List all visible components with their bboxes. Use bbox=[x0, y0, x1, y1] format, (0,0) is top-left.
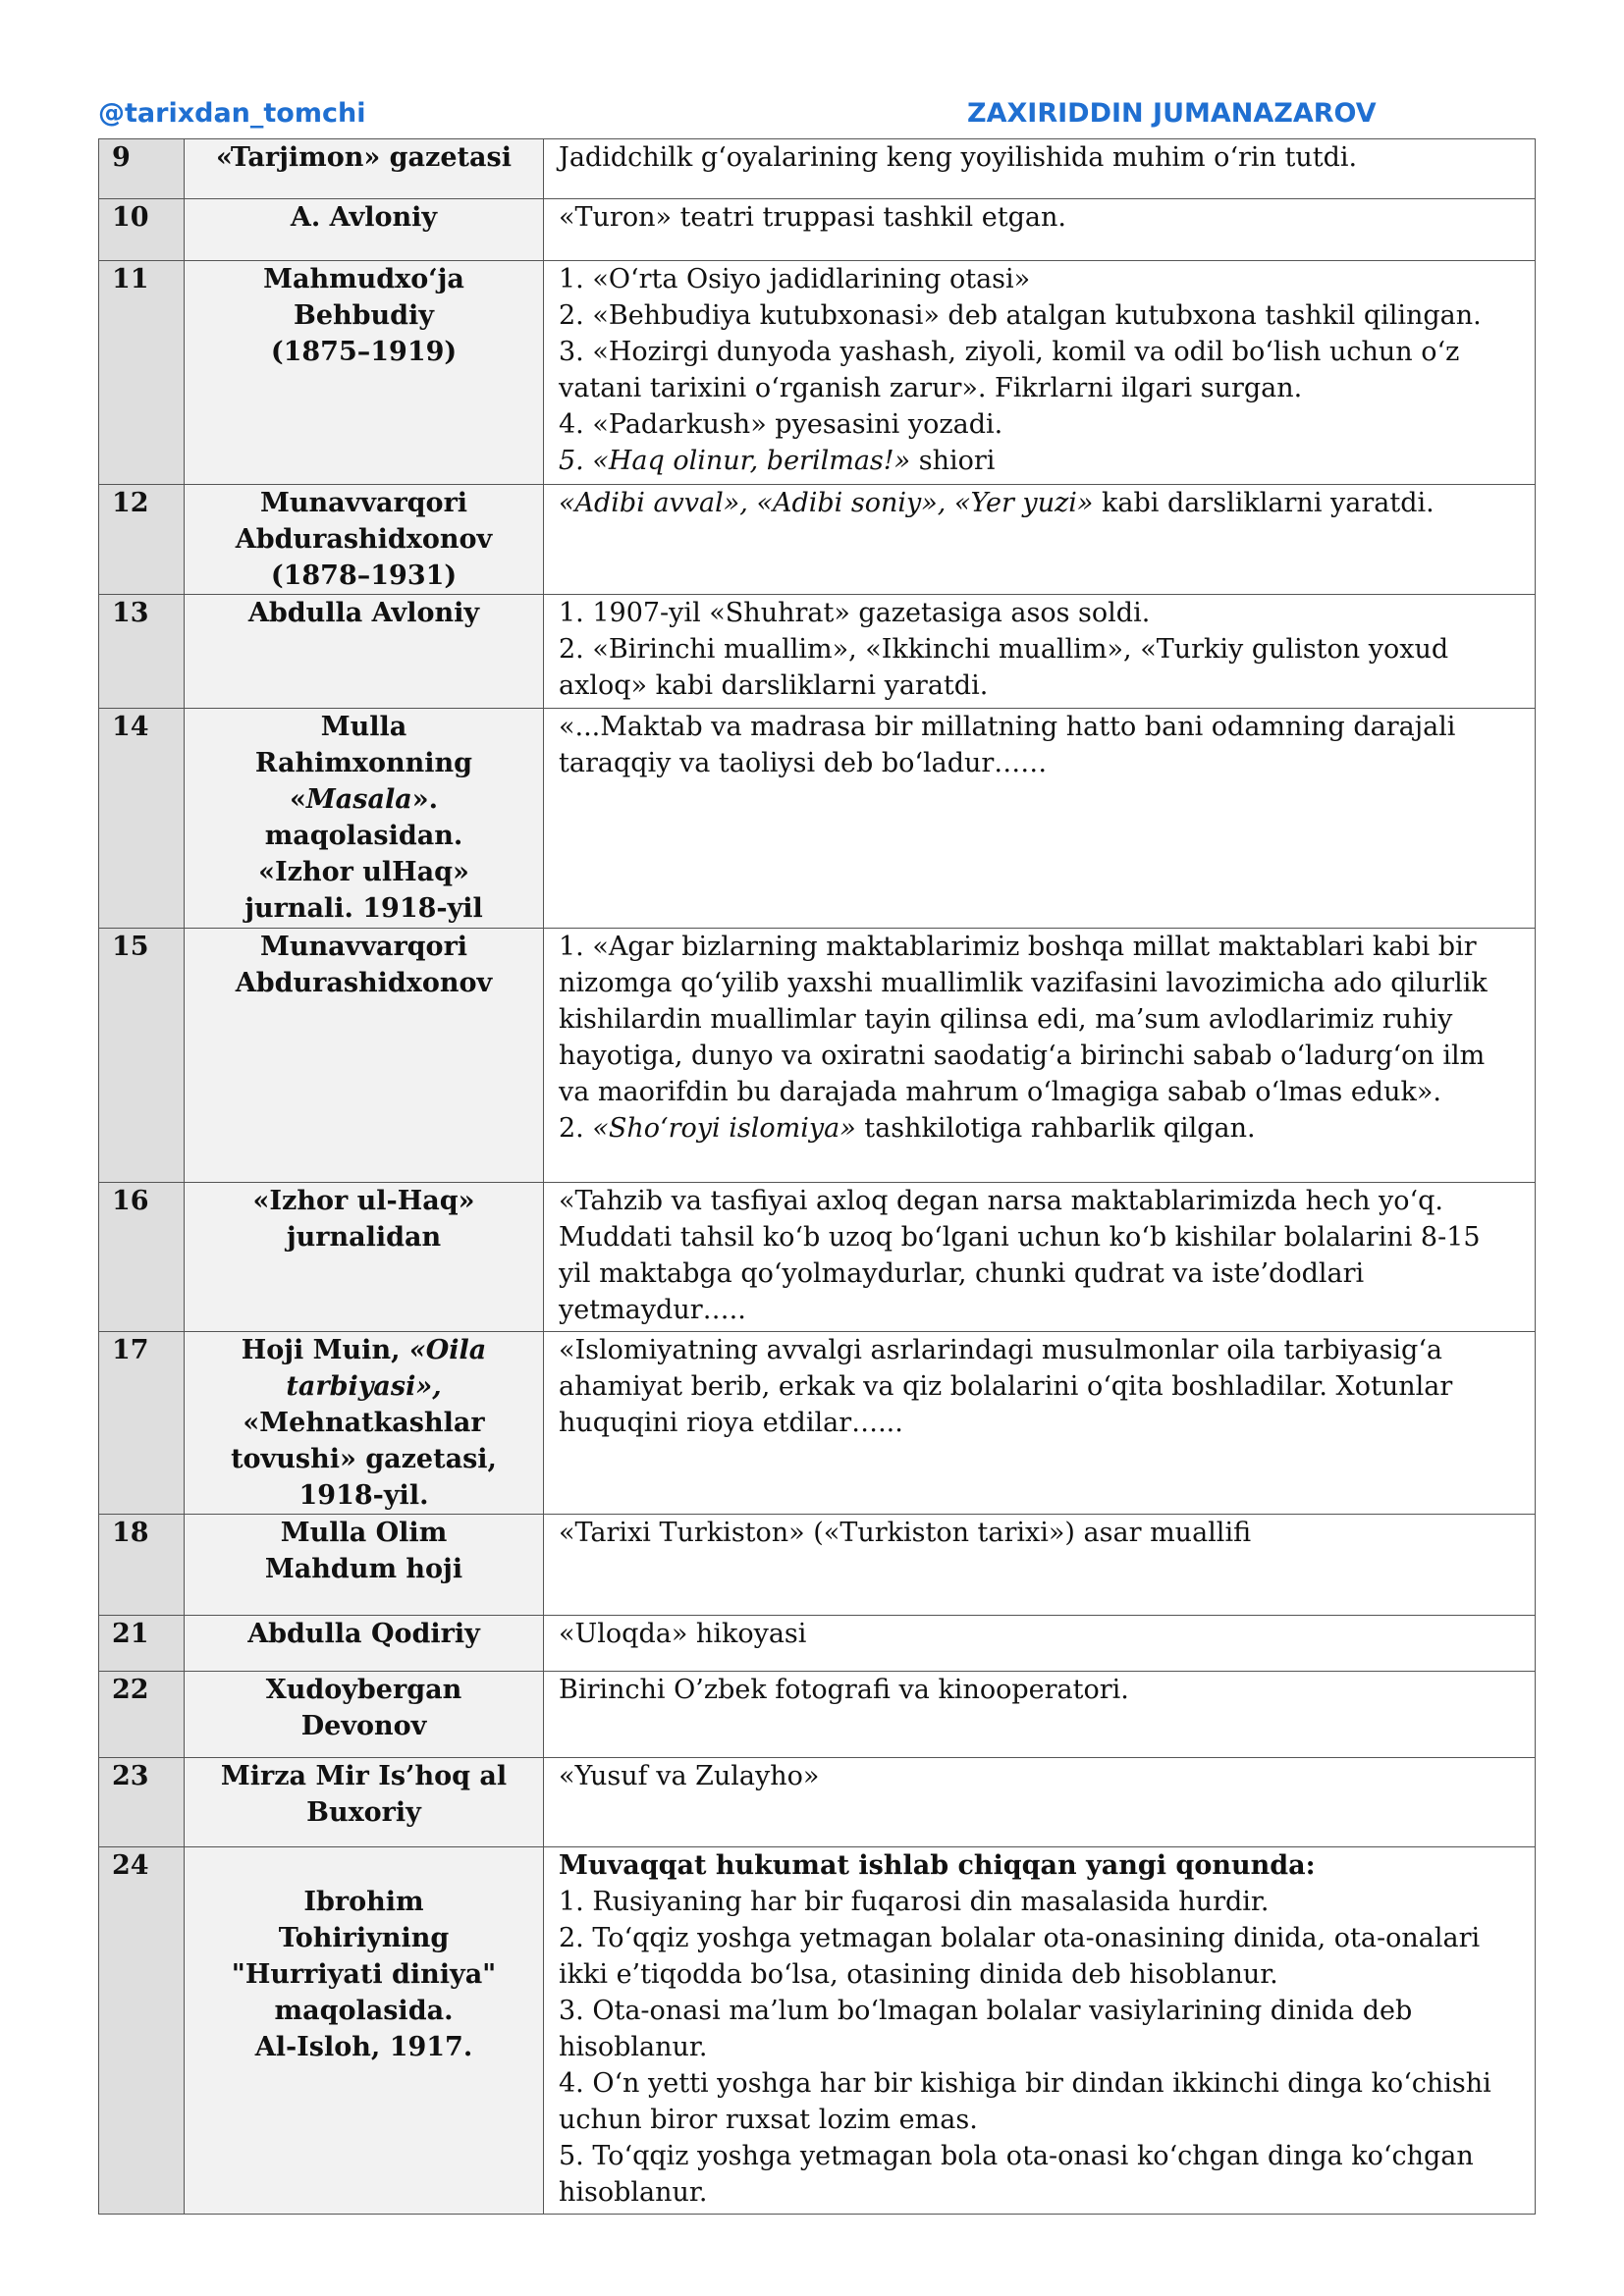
row-number: 18 bbox=[99, 1515, 185, 1616]
row-subject bbox=[185, 1672, 544, 1758]
subject-text: ». bbox=[411, 784, 438, 815]
description-text: Muvaqqat hukumat ishlab chiqqan yangi qonunda: bbox=[559, 1850, 1316, 1881]
description-line bbox=[559, 1292, 1517, 1328]
description-line bbox=[559, 1219, 1517, 1255]
description-text: 2. bbox=[559, 1113, 593, 1144]
row-number: 9 bbox=[99, 139, 185, 199]
row-number: 13 bbox=[99, 595, 185, 709]
description-line bbox=[559, 1405, 1517, 1441]
description-line bbox=[559, 1884, 1517, 1920]
description-line bbox=[559, 1920, 1517, 1956]
row-description bbox=[544, 1672, 1536, 1758]
subject-line bbox=[190, 890, 537, 927]
subject-line bbox=[190, 1515, 537, 1551]
subject-line bbox=[190, 199, 537, 236]
row-subject bbox=[185, 1616, 544, 1672]
description-line bbox=[559, 1074, 1517, 1110]
subject-line bbox=[190, 929, 537, 965]
description-text: 3. Ota-onasi ma’lum bo‘lmagan bolalar vasiylarining dinida deb bbox=[559, 1996, 1413, 2026]
description-line bbox=[559, 443, 1517, 479]
subject-text: Abdurashidxonov bbox=[235, 524, 493, 555]
subject-text: maqolasida. bbox=[274, 1996, 454, 2026]
row-subject bbox=[185, 709, 544, 929]
description-line bbox=[559, 1183, 1517, 1219]
header-channel: @tarixdan_tomchi bbox=[98, 98, 366, 129]
subject-text: Mulla Olim bbox=[280, 1518, 448, 1548]
row-number: 24 bbox=[99, 1847, 185, 2215]
description-text: yetmaydur….. bbox=[559, 1295, 746, 1325]
description-text: 2. To‘qqiz yoshga yetmagan bolalar ota-onasining dinida, ota-onalari bbox=[559, 1923, 1481, 1953]
content-table bbox=[98, 138, 1536, 2215]
row-subject bbox=[185, 1847, 544, 2215]
row-subject bbox=[185, 1515, 544, 1616]
row-description bbox=[544, 261, 1536, 485]
subject-text: jurnalidan bbox=[286, 1222, 442, 1253]
subject-line bbox=[190, 1956, 537, 1993]
table-row bbox=[99, 199, 1536, 261]
subject-line bbox=[190, 139, 537, 176]
subject-text: Al-Isloh, 1917. bbox=[254, 2032, 473, 2062]
description-text: uchun biror ruxsat lozim emas. bbox=[559, 2105, 978, 2135]
description-line bbox=[559, 406, 1517, 443]
description-text: va maorifdin bu darajada mahrum o‘lmagiga sabab o‘lmas eduk». bbox=[559, 1077, 1441, 1107]
subject-text: Rahimxonning bbox=[254, 748, 473, 778]
row-number: 12 bbox=[99, 485, 185, 595]
description-text: 1. Rusiyaning har bir fuqarosi din masalasida hurdir. bbox=[559, 1887, 1270, 1917]
row-subject bbox=[185, 199, 544, 261]
row-number: 14 bbox=[99, 709, 185, 929]
description-text: yil maktabga qo‘yolmaydurlar, chunki qudrat va iste’dodlari bbox=[559, 1258, 1365, 1289]
row-number: 23 bbox=[99, 1758, 185, 1847]
description-line bbox=[559, 1368, 1517, 1405]
description-line bbox=[559, 1956, 1517, 1993]
table-row bbox=[99, 1515, 1536, 1616]
table-row bbox=[99, 709, 1536, 929]
description-text: «Adibi avval», «Adibi soniy», «Yer yuzi» bbox=[559, 488, 1094, 518]
subject-text: Behbudiy bbox=[294, 300, 434, 331]
row-number: 11 bbox=[99, 261, 185, 485]
subject-text: « bbox=[290, 784, 306, 815]
row-subject bbox=[185, 1332, 544, 1515]
subject-line bbox=[190, 2029, 537, 2065]
subject-line bbox=[190, 521, 537, 558]
description-line bbox=[559, 297, 1517, 334]
subject-line bbox=[190, 1219, 537, 1255]
description-line bbox=[559, 667, 1517, 704]
subject-text: (1875–1919) bbox=[270, 337, 458, 367]
subject-text: A. Avloniy bbox=[290, 202, 438, 233]
subject-text: Mahdum hoji bbox=[264, 1554, 463, 1584]
description-text: hayotiga, dunyo va oxiratni saodatig‘a birinchi sabab o‘ladurg‘on ilm bbox=[559, 1041, 1486, 1071]
description-text: 5. To‘qqiz yoshga yetmagan bola ota-onasi ko‘chgan dinga ko‘chgan bbox=[559, 2141, 1474, 2171]
subject-line bbox=[190, 818, 537, 854]
subject-text: Munavvarqori bbox=[259, 488, 468, 518]
subject-text bbox=[359, 1850, 368, 1881]
description-line bbox=[559, 709, 1517, 745]
description-line bbox=[559, 261, 1517, 297]
subject-line bbox=[190, 1758, 537, 1794]
subject-line bbox=[190, 1441, 537, 1477]
description-text: 4. O‘n yetti yoshga har bir kishiga bir dindan ikkinchi dinga ko‘chishi bbox=[559, 2068, 1491, 2099]
description-line bbox=[559, 2065, 1517, 2102]
subject-line bbox=[190, 1672, 537, 1708]
description-text: 1. «O‘rta Osiyo jadidlarining otasi» bbox=[559, 264, 1031, 294]
subject-line bbox=[190, 1183, 537, 1219]
table-row bbox=[99, 1758, 1536, 1847]
subject-text: 1918-yil. bbox=[298, 1480, 429, 1511]
description-text: «Uloqda» hikoyasi bbox=[559, 1619, 807, 1649]
description-text: «Yusuf va Zulayho» bbox=[559, 1761, 820, 1791]
subject-line bbox=[190, 485, 537, 521]
subject-text: «Tarjimon» gazetasi bbox=[216, 142, 512, 173]
row-description bbox=[544, 1847, 1536, 2215]
row-subject bbox=[185, 595, 544, 709]
description-text: hisoblanur. bbox=[559, 2032, 708, 2062]
subject-line bbox=[190, 1884, 537, 1920]
row-number: 16 bbox=[99, 1183, 185, 1332]
row-description bbox=[544, 199, 1536, 261]
description-line bbox=[559, 1672, 1517, 1708]
subject-text: jurnali. 1918-yil bbox=[244, 893, 483, 924]
table-row bbox=[99, 1183, 1536, 1332]
row-description bbox=[544, 1332, 1536, 1515]
description-text: 5. «Haq olinur, berilmas!» bbox=[559, 446, 911, 476]
description-line bbox=[559, 929, 1517, 965]
subject-line bbox=[190, 558, 537, 594]
description-text: «Islomiyatning avvalgi asrlarindagi musulmonlar oila tarbiyasig‘a bbox=[559, 1335, 1443, 1365]
description-text: 4. «Padarkush» pyesasini yozadi. bbox=[559, 409, 1003, 440]
description-text: 2. «Birinchi muallim», «Ikkinchi muallim», «Turkiy guliston yoxud bbox=[559, 634, 1449, 665]
subject-line bbox=[190, 709, 537, 745]
row-subject bbox=[185, 261, 544, 485]
description-line bbox=[559, 139, 1517, 176]
description-text: taraqqiy va taoliysi deb bo‘ladur…… bbox=[559, 748, 1048, 778]
description-line bbox=[559, 2174, 1517, 2211]
description-text: ikki e’tiqodda bo‘lsa, otasining dinida deb hisoblanur. bbox=[559, 1959, 1278, 1990]
subject-text: «Mehnatkashlar bbox=[243, 1408, 485, 1438]
description-text: nizomga qo‘yilib yaxshi muallimlik vazifasini lavozimicha ado qilurlik bbox=[559, 968, 1488, 998]
row-description bbox=[544, 1758, 1536, 1847]
description-line bbox=[559, 1515, 1517, 1551]
row-description bbox=[544, 1616, 1536, 1672]
description-line bbox=[559, 745, 1517, 781]
subject-line bbox=[190, 261, 537, 297]
row-description bbox=[544, 485, 1536, 595]
row-number: 17 bbox=[99, 1332, 185, 1515]
subject-text: Buxoriy bbox=[306, 1797, 421, 1828]
description-text: huquqini rioya etdilar…... bbox=[559, 1408, 903, 1438]
subject-text: Mahmudxo‘ja bbox=[263, 264, 464, 294]
table-row bbox=[99, 139, 1536, 199]
table-row bbox=[99, 1672, 1536, 1758]
description-text: «Tarixi Turkiston» («Turkiston tarixi») asar muallifi bbox=[559, 1518, 1252, 1548]
description-text: kabi darsliklarni yaratdi. bbox=[1093, 488, 1435, 518]
subject-line bbox=[190, 1616, 537, 1652]
description-text: tashkilotiga rahbarlik qilgan. bbox=[855, 1113, 1256, 1144]
subject-text: Hoji Muin, bbox=[241, 1335, 409, 1365]
description-text: Jadidchilk g‘oyalarining keng yoyilishida muhim o‘rin tutdi. bbox=[559, 142, 1358, 173]
description-text: vatani tarixini o‘rganish zarur». Fikrlarni ilgari surgan. bbox=[559, 373, 1303, 403]
description-text: 3. «Hozirgi dunyoda yashash, ziyoli, komil va odil bo‘lish uchun o‘z bbox=[559, 337, 1460, 367]
row-subject bbox=[185, 1183, 544, 1332]
subject-text: Ibrohim bbox=[303, 1887, 424, 1917]
description-line bbox=[559, 1038, 1517, 1074]
row-number: 21 bbox=[99, 1616, 185, 1672]
subject-text: «Izhor ul-Haq» bbox=[252, 1186, 475, 1216]
description-line bbox=[559, 1001, 1517, 1038]
description-line bbox=[559, 595, 1517, 631]
description-text: «Tahzib va tasfiyai axloq degan narsa maktablarimizda hech yo‘q. bbox=[559, 1186, 1443, 1216]
description-line bbox=[559, 485, 1517, 521]
description-text: axloq» kabi darsliklarni yaratdi. bbox=[559, 670, 989, 701]
row-description bbox=[544, 929, 1536, 1183]
subject-line bbox=[190, 595, 537, 631]
description-line bbox=[559, 370, 1517, 406]
row-subject bbox=[185, 1758, 544, 1847]
subject-line bbox=[190, 1332, 537, 1368]
subject-text: Mulla bbox=[320, 712, 407, 742]
row-description bbox=[544, 139, 1536, 199]
subject-text: maqolasidan. bbox=[264, 821, 463, 851]
description-text: hisoblanur. bbox=[559, 2177, 708, 2208]
table-row bbox=[99, 485, 1536, 595]
subject-line bbox=[190, 1477, 537, 1514]
subject-text: Devonov bbox=[300, 1711, 427, 1741]
row-subject bbox=[185, 485, 544, 595]
row-description bbox=[544, 595, 1536, 709]
row-subject bbox=[185, 929, 544, 1183]
row-subject bbox=[185, 139, 544, 199]
subject-text: Tohiriyning bbox=[278, 1923, 450, 1953]
description-line bbox=[559, 631, 1517, 667]
description-text: Birinchi O’zbek fotografi va kinooperatori. bbox=[559, 1675, 1129, 1705]
subject-line bbox=[190, 1708, 537, 1744]
description-line bbox=[559, 1616, 1517, 1652]
subject-line bbox=[190, 1847, 537, 1884]
subject-text: Xudoybergan bbox=[265, 1675, 462, 1705]
description-text: shiori bbox=[910, 446, 996, 476]
subject-text: Abdulla Qodiriy bbox=[247, 1619, 480, 1649]
description-text: «Turon» teatri truppasi tashkil etgan. bbox=[559, 202, 1066, 233]
description-line bbox=[559, 1110, 1517, 1147]
description-line bbox=[559, 1847, 1517, 1884]
row-description bbox=[544, 1183, 1536, 1332]
header-author: ZAXIRIDDIN JUMANAZAROV bbox=[967, 98, 1377, 129]
subject-line bbox=[190, 965, 537, 1001]
subject-line bbox=[190, 1993, 537, 2029]
row-description bbox=[544, 1515, 1536, 1616]
description-line bbox=[559, 2029, 1517, 2065]
table-row bbox=[99, 1332, 1536, 1515]
description-line bbox=[559, 2102, 1517, 2138]
description-text: 1. 1907-yil «Shuhrat» gazetasiga asos soldi. bbox=[559, 598, 1151, 628]
description-line bbox=[559, 1993, 1517, 2029]
table-row bbox=[99, 1616, 1536, 1672]
table-row bbox=[99, 929, 1536, 1183]
table-row bbox=[99, 595, 1536, 709]
description-line bbox=[559, 199, 1517, 236]
description-line bbox=[559, 1255, 1517, 1292]
subject-text: tarbiyasi», bbox=[286, 1371, 442, 1402]
description-text: 2. «Behbudiya kutubxonasi» deb atalgan kutubxona tashkil qilingan. bbox=[559, 300, 1482, 331]
subject-text: Abdulla Avloniy bbox=[247, 598, 480, 628]
row-number: 15 bbox=[99, 929, 185, 1183]
description-text: «Sho‘royi islomiya» bbox=[592, 1113, 856, 1144]
description-text: «...Maktab va madrasa bir millatning hatto bani odamning darajali bbox=[559, 712, 1456, 742]
description-text: ahamiyat berib, erkak va qiz bolalarini o‘qita boshladilar. Xotunlar bbox=[559, 1371, 1453, 1402]
table-row bbox=[99, 261, 1536, 485]
subject-text: Abdurashidxonov bbox=[235, 968, 493, 998]
row-number: 22 bbox=[99, 1672, 185, 1758]
subject-line bbox=[190, 1405, 537, 1441]
subject-line bbox=[190, 854, 537, 890]
row-number: 10 bbox=[99, 199, 185, 261]
subject-line bbox=[190, 781, 537, 818]
subject-text: tovushi» gazetasi, bbox=[231, 1444, 497, 1474]
subject-line bbox=[190, 334, 537, 370]
description-line bbox=[559, 2138, 1517, 2174]
subject-text: «Izhor ulHaq» bbox=[258, 857, 469, 887]
subject-text: (1878–1931) bbox=[270, 561, 458, 591]
description-text: Muddati tahsil ko‘b uzoq bo‘lgani uchun ko‘b kishilar bolalarini 8-15 bbox=[559, 1222, 1481, 1253]
subject-line bbox=[190, 745, 537, 781]
description-line bbox=[559, 1758, 1517, 1794]
description-text: 1. «Agar bizlarning maktablarimiz boshqa millat maktablari kabi bir bbox=[559, 932, 1477, 962]
subject-line bbox=[190, 1551, 537, 1587]
description-line bbox=[559, 1332, 1517, 1368]
subject-line bbox=[190, 1920, 537, 1956]
subject-line bbox=[190, 1368, 537, 1405]
description-text: kishilardin muallimlar tayin qilinsa edi, ma’sum avlodlarimiz ruhiy bbox=[559, 1004, 1453, 1035]
description-line bbox=[559, 965, 1517, 1001]
description-line bbox=[559, 334, 1517, 370]
table-row bbox=[99, 1847, 1536, 2215]
subject-text: Masala bbox=[305, 784, 412, 815]
subject-line bbox=[190, 297, 537, 334]
subject-text: «Oila bbox=[408, 1335, 487, 1365]
subject-text: "Hurriyati diniya" bbox=[231, 1959, 497, 1990]
subject-text: Munavvarqori bbox=[259, 932, 468, 962]
subject-line bbox=[190, 1794, 537, 1831]
subject-text: Mirza Mir Is’hoq al bbox=[220, 1761, 508, 1791]
row-description bbox=[544, 709, 1536, 929]
